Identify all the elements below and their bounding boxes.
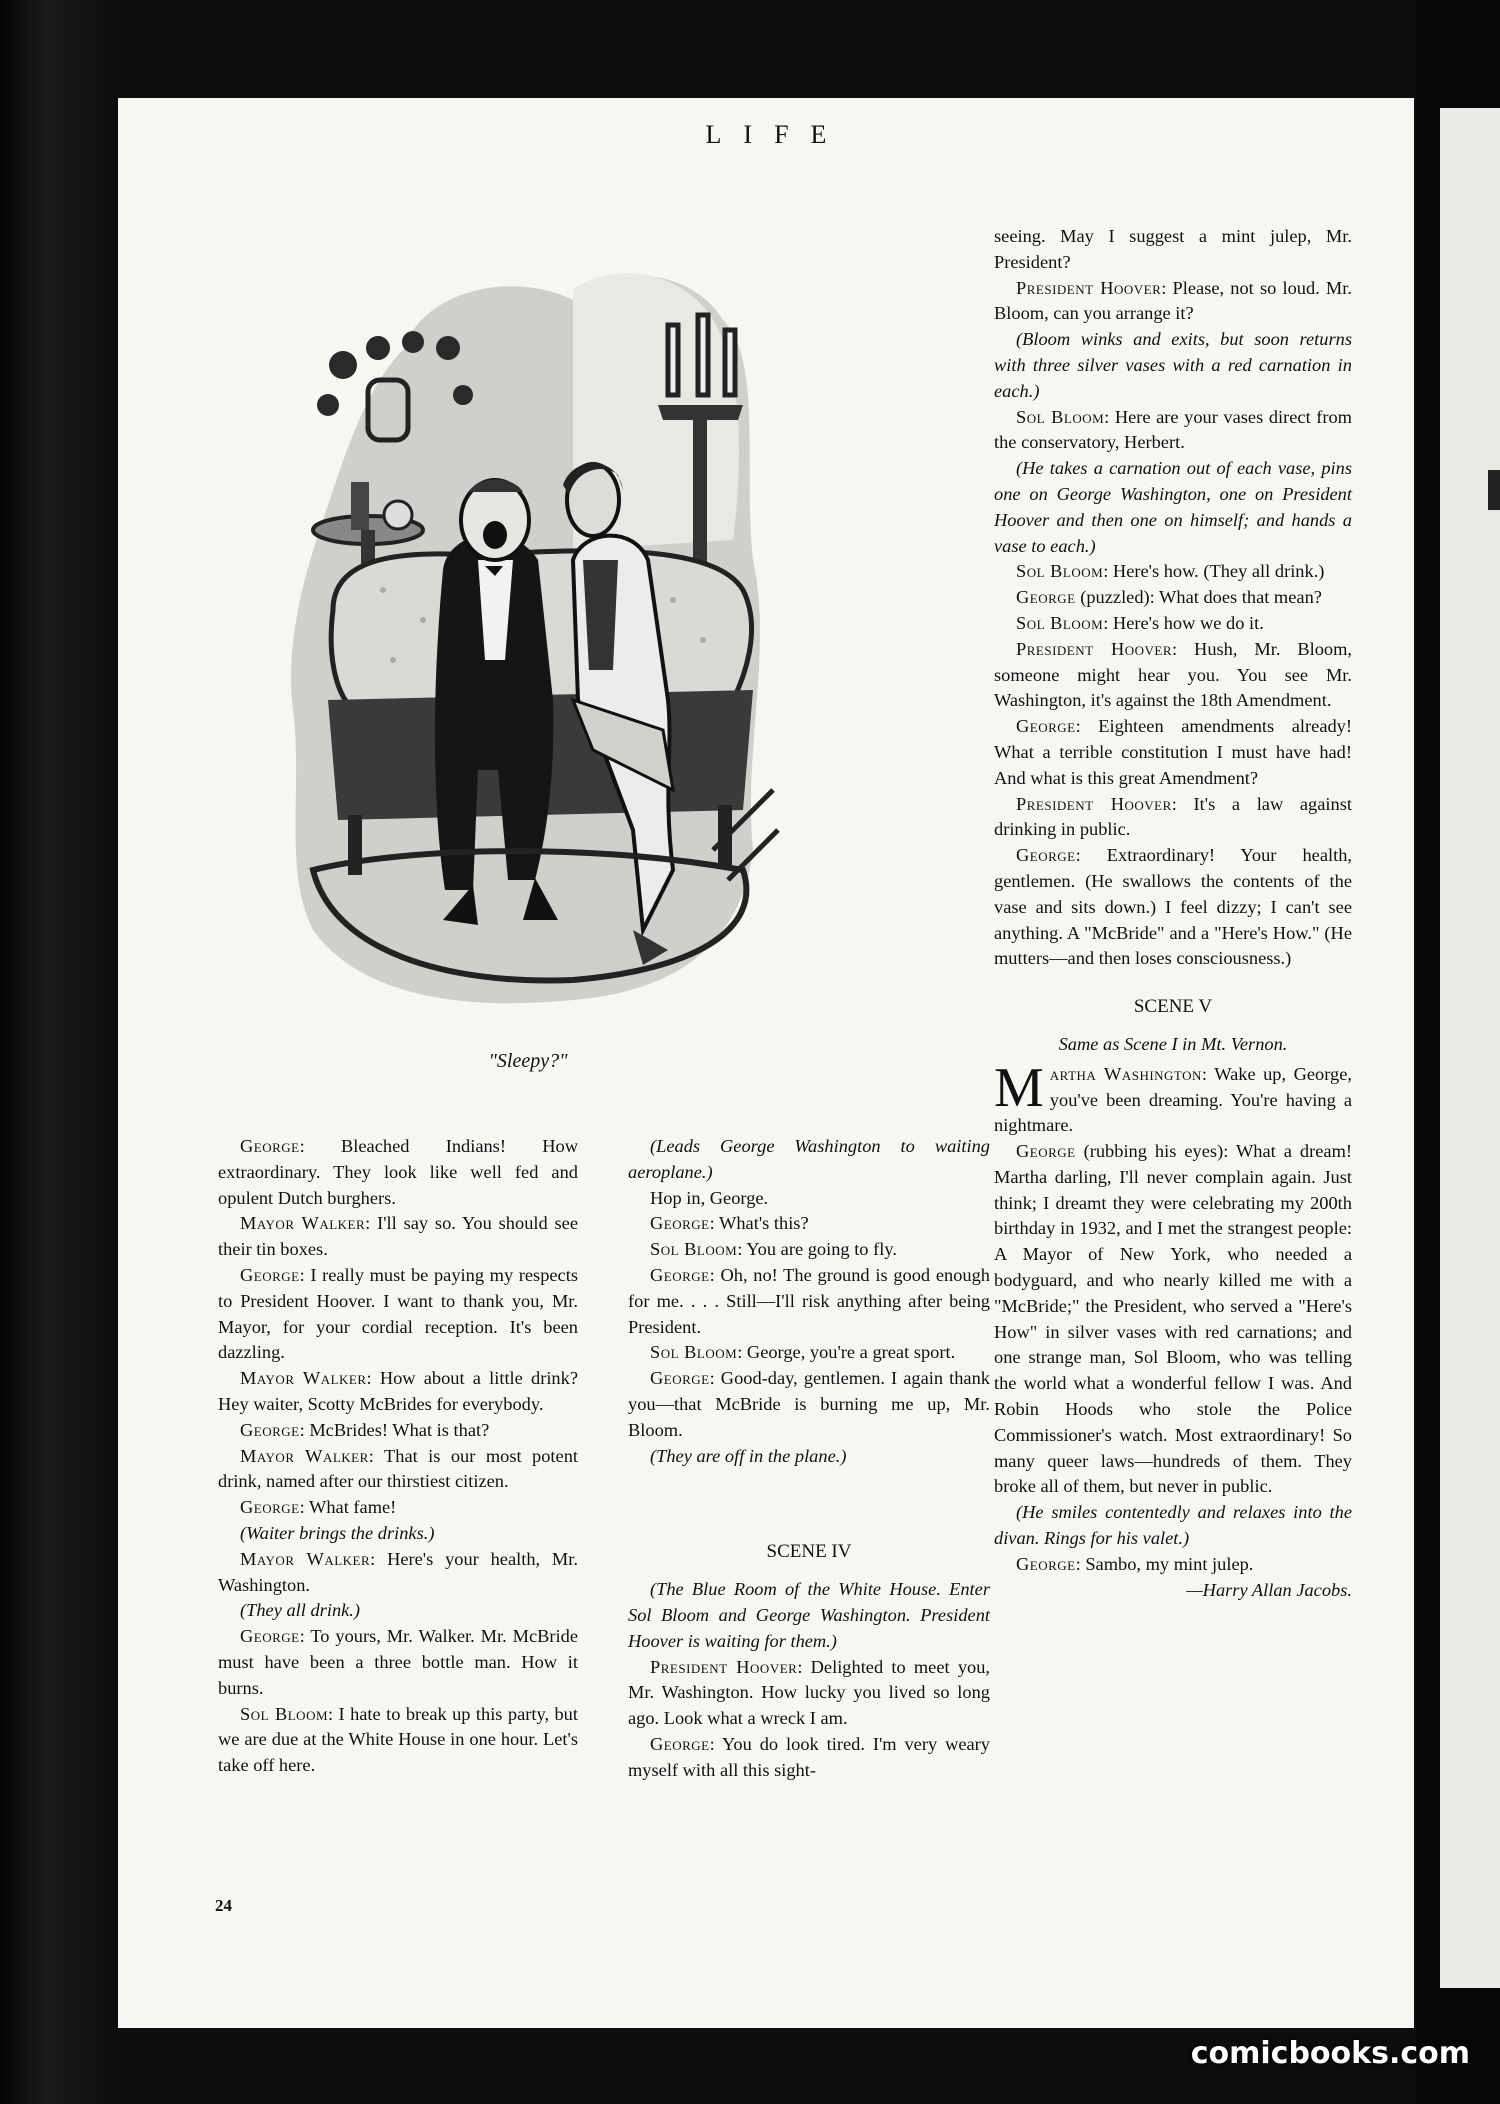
dialogue-text: : Oh, no! The ground is good enough for me. . . . Still—I'll risk anything after being President. <box>628 1264 990 1337</box>
dialogue-line <box>218 1134 578 1211</box>
magazine-page <box>118 98 1414 2028</box>
dialogue-text: : I'll say so. You should see their tin boxes. <box>218 1213 578 1260</box>
dialogue-text: seeing. May I suggest a mint julep, Mr. President? <box>994 226 1352 272</box>
stage-direction <box>628 1444 990 1470</box>
illustration-caption: "Sleepy?" <box>488 1050 568 1072</box>
dialogue-text: : I really must be paying my respects to President Hoover. I want to thank you, Mr. Mayor, for your cordial reception. It's been dazzling. <box>218 1264 578 1363</box>
speaker-name: President Hoover <box>1016 277 1162 298</box>
dialogue-line <box>994 224 1352 276</box>
dialogue-text: : You are going to fly. <box>737 1239 897 1260</box>
dialogue-line <box>218 1624 578 1701</box>
dialogue-text: : Wake up, George, you've been dreaming. You're having a nightmare. <box>994 1063 1352 1136</box>
dialogue-text: : Here's how we do it. <box>1103 612 1264 633</box>
dialogue-line <box>994 843 1352 972</box>
stage-direction <box>994 1500 1352 1552</box>
speaker-name: Sol Bloom <box>650 1239 738 1260</box>
dialogue-line <box>218 1263 578 1366</box>
stage-direction <box>994 456 1352 559</box>
speaker-name: President Hoover <box>1016 793 1172 814</box>
speaker-name: George <box>1016 845 1076 866</box>
site-watermark: comicbooks.com <box>1190 2036 1470 2071</box>
adjacent-page-edge <box>1440 108 1500 1988</box>
dialogue-text: (puzzled): What does that mean? <box>1075 587 1322 608</box>
speaker-name: Sol Bloom <box>1016 406 1105 427</box>
column-spacer <box>628 1469 990 1517</box>
dialogue-line <box>994 792 1352 844</box>
dialogue-line <box>628 1655 990 1732</box>
speaker-name: George <box>240 1626 300 1647</box>
dialogue-line <box>628 1340 990 1366</box>
stage-direction <box>218 1521 578 1547</box>
speaker-name: George <box>240 1264 300 1285</box>
dialogue-line <box>218 1211 578 1263</box>
adjacent-page-mark <box>1488 470 1500 510</box>
cartoon-illustration <box>273 230 783 1018</box>
dialogue-line <box>218 1702 578 1779</box>
dialogue-text: : George, you're a great sport. <box>737 1342 956 1363</box>
dialogue-line <box>628 1732 990 1784</box>
speaker-name: George <box>650 1733 710 1754</box>
dialogue-text: : It's a law against drinking in public. <box>994 793 1352 840</box>
dialogue-text: : Here are your vases direct from the conservatory, Herbert. <box>994 406 1352 453</box>
speaker-name: George <box>650 1264 710 1285</box>
speaker-name: George <box>1016 587 1076 608</box>
speaker-name: George <box>240 1497 300 1518</box>
dialogue-text: : Hush, Mr. Bloom, someone might hear you. You see Mr. Washington, it's against the 18th Amendment. <box>994 638 1353 711</box>
stage-direction <box>628 1577 990 1654</box>
dialogue-line <box>994 585 1352 611</box>
dialogue-text: : I hate to break up this party, but we are due at the White House in one hour. Let's take off here. <box>218 1703 578 1776</box>
author-signature: —Harry Allan Jacobs. <box>1186 1579 1352 1600</box>
dialogue-line <box>628 1186 990 1212</box>
scene-4-heading: SCENE IV <box>766 1541 852 1563</box>
speaker-name: George <box>240 1136 300 1156</box>
stage-direction-text: (Bloom winks and exits, but soon returns with three silver vases with a red carnation in each.) <box>994 329 1352 401</box>
speaker-name: George <box>1016 1141 1076 1162</box>
dialogue-text: : Bleached Indians! How extraordinary. They look like well fed and opulent Dutch burghers. <box>218 1136 578 1208</box>
dialogue-line <box>994 1552 1352 1578</box>
stage-direction-text: (Leads George Washington to waiting aeroplane.) <box>628 1136 990 1182</box>
dialogue-text: (rubbing his eyes): What a dream! Martha darling, I'll never complain again. Just think; I dreamt they were celebrating my 200th birthday in 1932, and I met the strangest people: A Mayor of New York, who needed a bodyguard, and who nearly killed me with a "McBride;" the President, who served a "Here's How" in silver vases with red carnations; and one strange man, Sol Bloom, who was telling the world what a wonderful fellow I was. And Robin Hoods who stole the Police Commissioner's watch. Most extraordinary! So many queer laws—hundreds of them. They broke all of them, but never in public. <box>994 1141 1352 1497</box>
dialogue-text: : Delighted to meet you, Mr. Washington. How lucky you lived so long ago. Look what a wreck I am. <box>628 1656 991 1729</box>
dialogue-text: : Extraordinary! Your health, gentlemen. (He swallows the contents of the vase and sits down.) I feel dizzy; I can't see anything. A "McBride" and a "Here's How." (He mutters—and then loses consciousness.) <box>994 845 1352 969</box>
dialogue-text: : Good-day, gentlemen. I again thank you—that McBride is burning me up, Mr. Bloom. <box>628 1368 990 1440</box>
dialogue-line <box>628 1237 990 1263</box>
dialogue-line <box>994 714 1352 791</box>
speaker-name: George <box>240 1419 300 1440</box>
dialogue-line <box>994 405 1352 457</box>
speaker-name: Sol Bloom <box>650 1342 738 1363</box>
drop-cap: M <box>994 1056 1044 1119</box>
dialogue-text: : How about a little drink? Hey waiter, Scotty McBrides for everybody. <box>218 1368 578 1414</box>
dialogue-text: : Please, not so loud. Mr. Bloom, can you arrange it? <box>994 277 1352 324</box>
text-column-3 <box>994 224 1352 1603</box>
dialogue-text: Hop in, George. <box>650 1187 769 1208</box>
dialogue-text: : Here's how. (They all drink.) <box>1103 561 1325 582</box>
stage-direction-text: (The Blue Room of the White House. Enter Sol Bloom and George Washington. President Hoover is waiting for them.) <box>628 1579 990 1651</box>
scan-left-margin <box>0 0 115 2104</box>
stage-direction <box>218 1598 578 1624</box>
page-number: 24 <box>215 1896 232 1915</box>
dialogue-line <box>628 1263 990 1340</box>
stage-direction-text: (Waiter brings the drinks.) <box>240 1522 435 1543</box>
dialogue-text: : What fame! <box>299 1497 397 1518</box>
dialogue-text: : What's this? <box>709 1213 809 1234</box>
text-column-1 <box>218 1134 578 1779</box>
speaker-name: George <box>650 1368 710 1389</box>
dialogue-text: : You do look tired. I'm very weary myself with all this sight- <box>628 1733 990 1780</box>
dialogue-text: : McBrides! What is that? <box>299 1419 490 1440</box>
speaker-name: artha Washington <box>1049 1063 1202 1084</box>
dialogue-line <box>218 1495 578 1521</box>
stage-direction-text: (He takes a carnation out of each vase, pins one on George Washington, one on President Hoover and then one on himself; and hands a vase to each.) <box>994 458 1352 556</box>
dialogue-line <box>628 1211 990 1237</box>
dialogue-line <box>994 611 1352 637</box>
speaker-name: Sol Bloom <box>240 1703 329 1724</box>
scene-5-heading: SCENE V <box>1133 996 1213 1018</box>
dialogue-line <box>994 1056 1352 1139</box>
dialogue-line <box>218 1418 578 1444</box>
speaker-name: President Hoover <box>650 1656 798 1677</box>
dialogue-text: : To yours, Mr. Walker. Mr. McBride must have been a three bottle man. How it burns. <box>218 1626 578 1698</box>
dialogue-line <box>994 637 1352 714</box>
dialogue-line <box>218 1366 578 1418</box>
speaker-name: Mayor Walker <box>240 1548 371 1569</box>
stage-direction-text: (He smiles contentedly and relaxes into the divan. Rings for his valet.) <box>994 1502 1352 1549</box>
scene-5-subheading: Same as Scene I in Mt. Vernon. <box>1058 1033 1288 1054</box>
dialogue-line <box>994 559 1352 585</box>
dialogue-text: : Eighteen amendments already! What a terrible constitution I must have had! And what is this great Amendment? <box>994 716 1352 788</box>
dialogue-text: : Sambo, my mint julep. <box>1075 1553 1254 1574</box>
dialogue-line <box>994 276 1352 328</box>
dialogue-line <box>218 1444 578 1496</box>
speaker-name: Sol Bloom <box>1016 561 1104 582</box>
speaker-name: George <box>650 1213 710 1234</box>
stage-direction-text: (They are off in the plane.) <box>650 1445 847 1466</box>
speaker-name: Mayor Walker <box>240 1213 366 1234</box>
speaker-name: George <box>1016 716 1076 737</box>
dialogue-text: : Here's your health, Mr. Washington. <box>218 1548 578 1595</box>
speaker-name: Mayor Walker <box>240 1445 369 1466</box>
speaker-name: George <box>1016 1553 1076 1574</box>
dialogue-text: : That is our most potent drink, named after our thirstiest citizen. <box>218 1445 578 1492</box>
page-header: LIFE <box>705 120 849 149</box>
speaker-name: Mayor Walker <box>240 1368 367 1389</box>
stage-direction <box>628 1134 990 1186</box>
stage-direction <box>994 327 1352 404</box>
speaker-name: Sol Bloom <box>1016 612 1104 633</box>
text-column-2 <box>628 1134 990 1784</box>
stage-direction-text: (They all drink.) <box>240 1600 361 1621</box>
dialogue-line <box>218 1547 578 1599</box>
dialogue-line <box>994 1139 1352 1500</box>
speaker-name: President Hoover <box>1016 638 1173 659</box>
dialogue-line <box>628 1366 990 1443</box>
